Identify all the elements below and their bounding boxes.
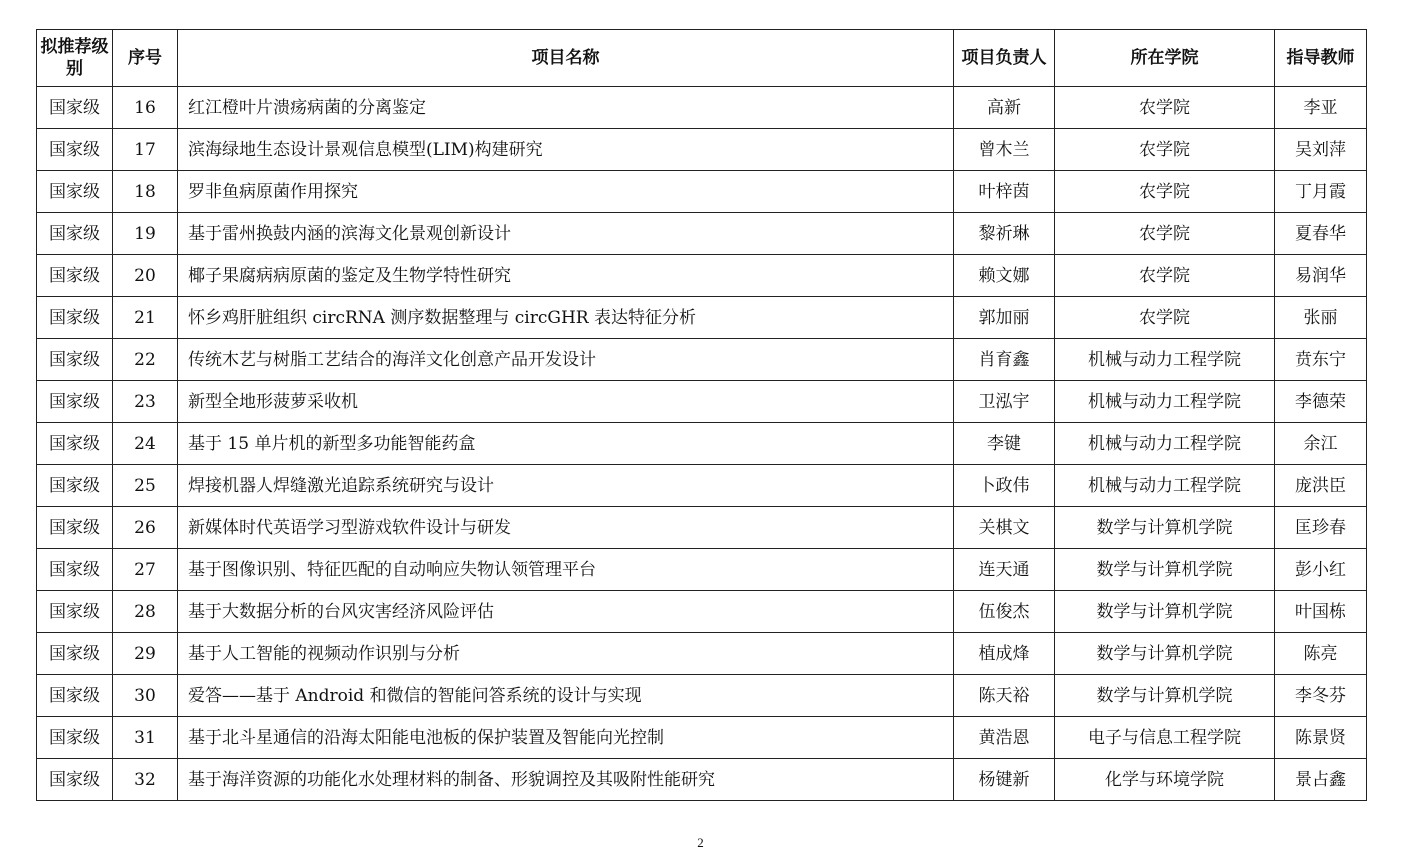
- cell-project-name: 基于雷州换鼓内涵的滨海文化景观创新设计: [178, 213, 954, 255]
- cell-teacher: 李德荣: [1275, 381, 1367, 423]
- cell-project-name: 基于大数据分析的台风灾害经济风险评估: [178, 591, 954, 633]
- cell-leader: 曾木兰: [954, 129, 1055, 171]
- table-row: [37, 717, 1367, 759]
- table-row: [37, 297, 1367, 339]
- cell-teacher: 匡珍春: [1275, 507, 1367, 549]
- cell-college: 农学院: [1055, 171, 1275, 213]
- cell-teacher: 叶国栋: [1275, 591, 1367, 633]
- cell-college: 数学与计算机学院: [1055, 675, 1275, 717]
- cell-level: 国家级: [37, 591, 113, 633]
- cell-leader: 陈天裕: [954, 675, 1055, 717]
- cell-level: 国家级: [37, 339, 113, 381]
- cell-project-name: 基于北斗星通信的沿海太阳能电池板的保护装置及智能向光控制: [178, 717, 954, 759]
- cell-college: 数学与计算机学院: [1055, 633, 1275, 675]
- cell-level: 国家级: [37, 87, 113, 129]
- header-teacher: 指导教师: [1275, 30, 1367, 87]
- cell-seq: 20: [113, 255, 178, 297]
- cell-project-name: 基于海洋资源的功能化水处理材料的制备、形貌调控及其吸附性能研究: [178, 759, 954, 801]
- cell-teacher: 余江: [1275, 423, 1367, 465]
- cell-college: 数学与计算机学院: [1055, 591, 1275, 633]
- cell-seq: 22: [113, 339, 178, 381]
- cell-teacher: 景占鑫: [1275, 759, 1367, 801]
- cell-leader: 李键: [954, 423, 1055, 465]
- cell-teacher: 陈景贤: [1275, 717, 1367, 759]
- header-level: 拟推荐级别: [37, 30, 113, 87]
- table-row: [37, 591, 1367, 633]
- cell-level: 国家级: [37, 297, 113, 339]
- page-number: 2: [697, 835, 704, 850]
- cell-seq: 17: [113, 129, 178, 171]
- cell-seq: 16: [113, 87, 178, 129]
- cell-project-name: 新型全地形菠萝采收机: [178, 381, 954, 423]
- table-row: [37, 255, 1367, 297]
- cell-college: 数学与计算机学院: [1055, 507, 1275, 549]
- cell-college: 机械与动力工程学院: [1055, 465, 1275, 507]
- cell-leader: 卜政伟: [954, 465, 1055, 507]
- cell-teacher: 贲东宁: [1275, 339, 1367, 381]
- cell-seq: 19: [113, 213, 178, 255]
- cell-project-name: 新媒体时代英语学习型游戏软件设计与研发: [178, 507, 954, 549]
- cell-level: 国家级: [37, 675, 113, 717]
- cell-college: 电子与信息工程学院: [1055, 717, 1275, 759]
- cell-teacher: 吴刘萍: [1275, 129, 1367, 171]
- cell-seq: 26: [113, 507, 178, 549]
- cell-leader: 卫泓宇: [954, 381, 1055, 423]
- cell-seq: 30: [113, 675, 178, 717]
- cell-teacher: 丁月霞: [1275, 171, 1367, 213]
- cell-seq: 23: [113, 381, 178, 423]
- cell-level: 国家级: [37, 759, 113, 801]
- table-row: [37, 507, 1367, 549]
- cell-college: 数学与计算机学院: [1055, 549, 1275, 591]
- project-table: [36, 29, 1367, 801]
- cell-college: 农学院: [1055, 255, 1275, 297]
- cell-project-name: 罗非鱼病原菌作用探究: [178, 171, 954, 213]
- table-row: [37, 675, 1367, 717]
- cell-college: 机械与动力工程学院: [1055, 423, 1275, 465]
- cell-teacher: 彭小红: [1275, 549, 1367, 591]
- cell-leader: 黄浩恩: [954, 717, 1055, 759]
- cell-teacher: 陈亮: [1275, 633, 1367, 675]
- table-row: [37, 213, 1367, 255]
- cell-level: 国家级: [37, 423, 113, 465]
- cell-teacher: 张丽: [1275, 297, 1367, 339]
- table-row: [37, 633, 1367, 675]
- cell-college: 农学院: [1055, 213, 1275, 255]
- cell-seq: 24: [113, 423, 178, 465]
- cell-seq: 27: [113, 549, 178, 591]
- table-row: [37, 129, 1367, 171]
- cell-seq: 18: [113, 171, 178, 213]
- cell-level: 国家级: [37, 465, 113, 507]
- table-row: [37, 339, 1367, 381]
- cell-leader: 肖育鑫: [954, 339, 1055, 381]
- cell-level: 国家级: [37, 255, 113, 297]
- cell-seq: 31: [113, 717, 178, 759]
- cell-level: 国家级: [37, 717, 113, 759]
- cell-college: 农学院: [1055, 297, 1275, 339]
- cell-leader: 赖文娜: [954, 255, 1055, 297]
- header-name: 项目名称: [178, 30, 954, 87]
- cell-leader: 郭加丽: [954, 297, 1055, 339]
- cell-leader: 连天通: [954, 549, 1055, 591]
- cell-college: 农学院: [1055, 129, 1275, 171]
- cell-project-name: 滨海绿地生态设计景观信息模型(LIM)构建研究: [178, 129, 954, 171]
- cell-leader: 叶梓茵: [954, 171, 1055, 213]
- cell-level: 国家级: [37, 129, 113, 171]
- cell-project-name: 怀乡鸡肝脏组织 circRNA 测序数据整理与 circGHR 表达特征分析: [178, 297, 954, 339]
- table-header-row: [37, 30, 1367, 87]
- cell-seq: 25: [113, 465, 178, 507]
- cell-project-name: 椰子果腐病病原菌的鉴定及生物学特性研究: [178, 255, 954, 297]
- cell-project-name: 爱答——基于 Android 和微信的智能问答系统的设计与实现: [178, 675, 954, 717]
- cell-teacher: 李冬芬: [1275, 675, 1367, 717]
- cell-level: 国家级: [37, 549, 113, 591]
- header-seq: 序号: [113, 30, 178, 87]
- cell-project-name: 基于 15 单片机的新型多功能智能药盒: [178, 423, 954, 465]
- table-row: [37, 381, 1367, 423]
- cell-college: 机械与动力工程学院: [1055, 381, 1275, 423]
- cell-level: 国家级: [37, 507, 113, 549]
- cell-project-name: 红江橙叶片溃疡病菌的分离鉴定: [178, 87, 954, 129]
- cell-college: 机械与动力工程学院: [1055, 339, 1275, 381]
- table-body: [37, 87, 1367, 801]
- cell-college: 化学与环境学院: [1055, 759, 1275, 801]
- cell-leader: 关棋文: [954, 507, 1055, 549]
- cell-teacher: 夏春华: [1275, 213, 1367, 255]
- cell-teacher: 庞洪臣: [1275, 465, 1367, 507]
- cell-level: 国家级: [37, 213, 113, 255]
- table-row: [37, 423, 1367, 465]
- table-row: [37, 759, 1367, 801]
- cell-seq: 21: [113, 297, 178, 339]
- cell-project-name: 基于人工智能的视频动作识别与分析: [178, 633, 954, 675]
- cell-project-name: 基于图像识别、特征匹配的自动响应失物认领管理平台: [178, 549, 954, 591]
- cell-level: 国家级: [37, 381, 113, 423]
- table-row: [37, 171, 1367, 213]
- cell-teacher: 易润华: [1275, 255, 1367, 297]
- table-row: [37, 549, 1367, 591]
- header-college: 所在学院: [1055, 30, 1275, 87]
- cell-level: 国家级: [37, 171, 113, 213]
- header-leader: 项目负责人: [954, 30, 1055, 87]
- table-row: [37, 465, 1367, 507]
- cell-project-name: 传统木艺与树脂工艺结合的海洋文化创意产品开发设计: [178, 339, 954, 381]
- cell-seq: 28: [113, 591, 178, 633]
- cell-leader: 黎祈琳: [954, 213, 1055, 255]
- table-row: [37, 87, 1367, 129]
- cell-seq: 32: [113, 759, 178, 801]
- cell-leader: 伍俊杰: [954, 591, 1055, 633]
- cell-teacher: 李亚: [1275, 87, 1367, 129]
- cell-college: 农学院: [1055, 87, 1275, 129]
- cell-seq: 29: [113, 633, 178, 675]
- cell-leader: 植成烽: [954, 633, 1055, 675]
- cell-leader: 高新: [954, 87, 1055, 129]
- cell-leader: 杨键新: [954, 759, 1055, 801]
- cell-level: 国家级: [37, 633, 113, 675]
- cell-project-name: 焊接机器人焊缝激光追踪系统研究与设计: [178, 465, 954, 507]
